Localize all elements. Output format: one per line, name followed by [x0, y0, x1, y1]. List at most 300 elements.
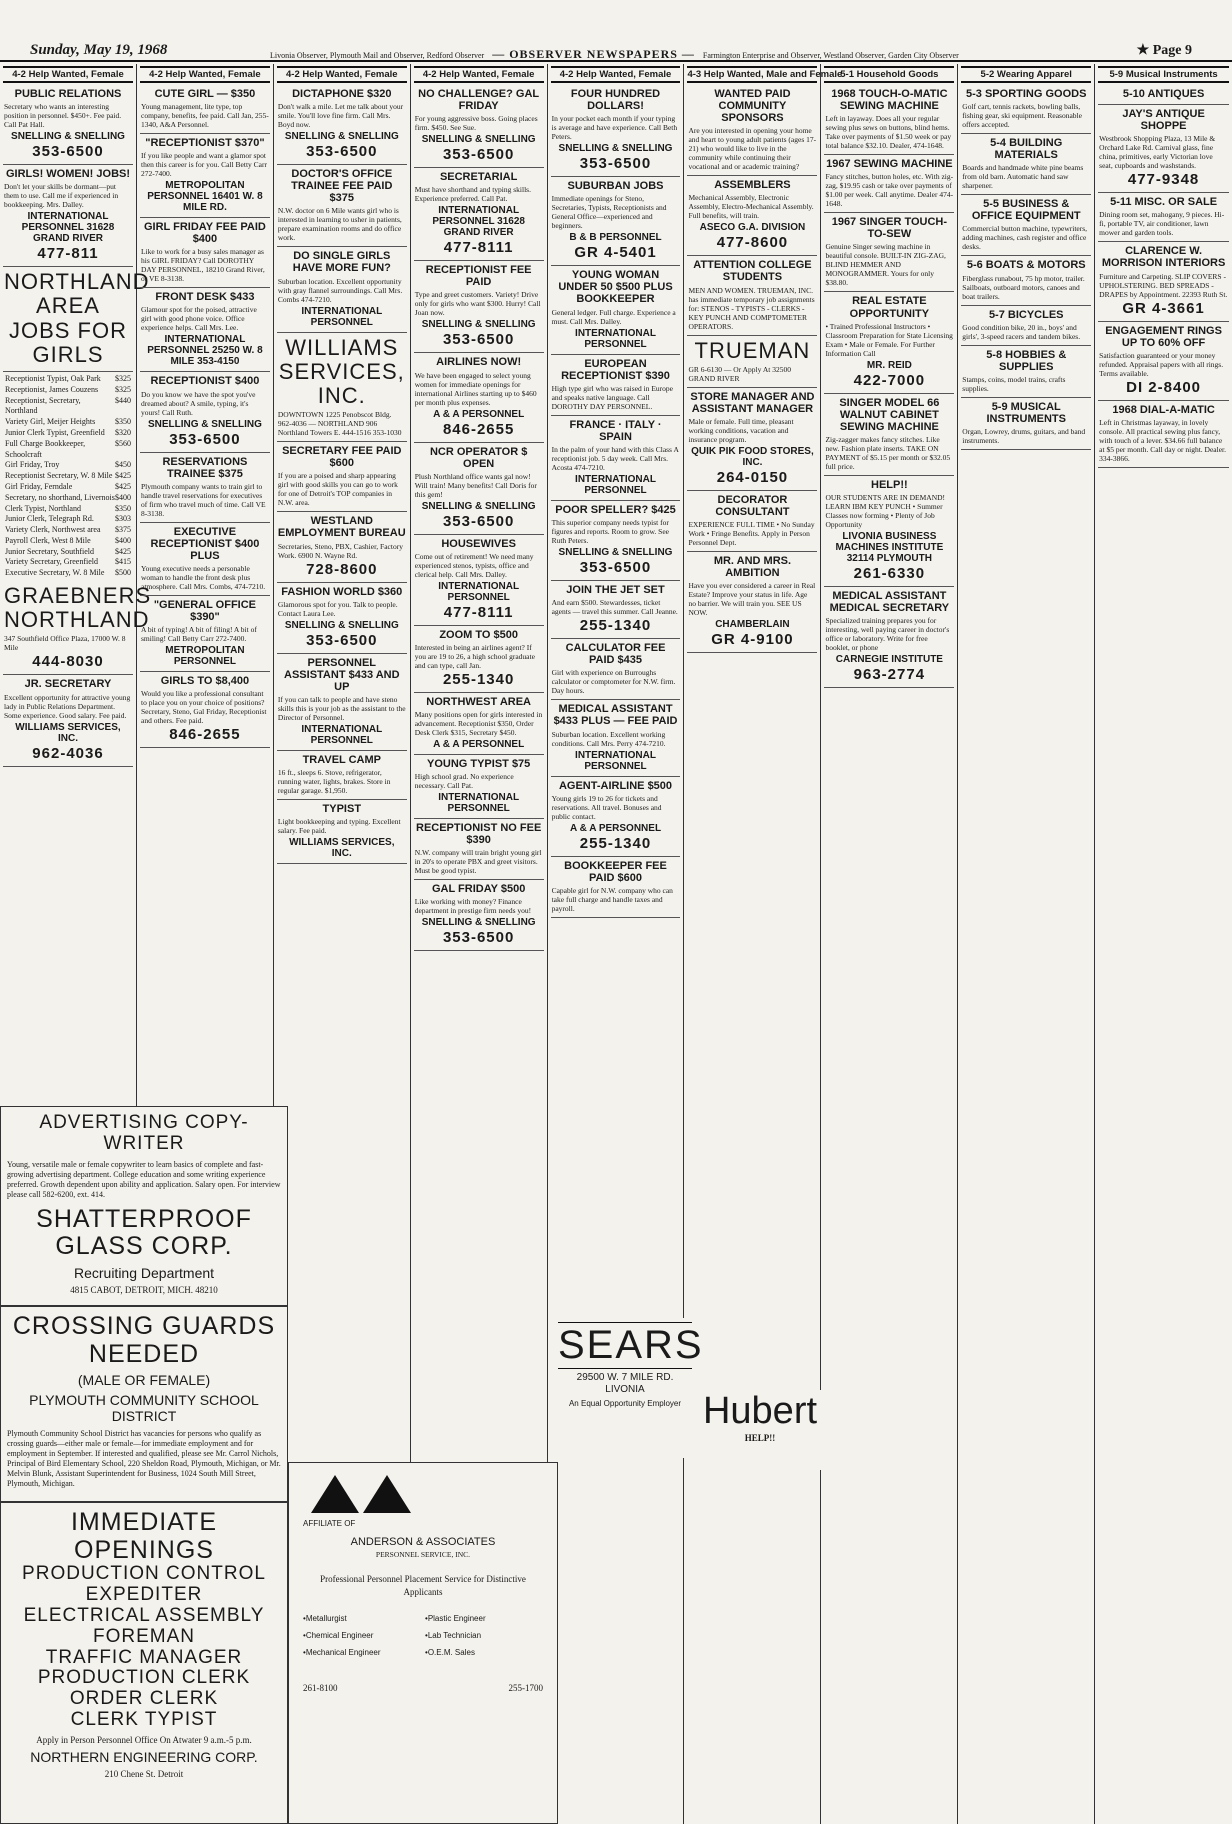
classified-ad [414, 626, 544, 693]
ad-phone: GR 4-5401 [574, 244, 657, 262]
ad-phone: 353-6500 [306, 143, 378, 161]
job-salary: $425 [115, 481, 131, 491]
ad-title: IMMEDIATE OPENINGS [70, 1508, 218, 1564]
ad-body: DOWNTOWN 1225 Penobscot Bldg. 962-4036 — NORTHLAND 906 Northland Towers E. 444-1516 353-1030 [277, 410, 402, 438]
classified-ad [277, 512, 407, 582]
classified-ad [277, 442, 407, 512]
classified-ad [961, 134, 1091, 195]
ad-firm: A & A PERSONNEL [433, 408, 525, 420]
ad-phone: 477-8111 [443, 239, 514, 257]
job-title: Payroll Clerk, West 8 Mile [5, 535, 91, 545]
classified-ad [3, 85, 133, 165]
ad-body: Light bookkeeping and typing. Excellent salary. Fee paid. [277, 817, 401, 836]
classified-ad [414, 880, 544, 951]
ad-firm: SNELLING & SNELLING [558, 547, 673, 559]
job-title: Junior Clerk Typist, Greenfield [5, 427, 105, 437]
ad-title: TYPIST [322, 802, 362, 815]
ad-body: 16 ft., sleeps 6. Stove, refrigerator, running water, lights, brakes. Store in regular garage. $1,950. [277, 767, 391, 795]
job-list-row [5, 482, 131, 493]
classified-ad [140, 85, 270, 134]
ad-title: YOUNG TYPIST $75 [426, 758, 531, 771]
right-papers: Farmington Enterprise and Observer, Westland Observer, Garden City Observer [702, 51, 959, 60]
ad-body: Fiberglass runabout, 75 hp motor, trailer. Sailboats, outboard motors, canoes and boat trailers. [962, 273, 1085, 301]
classified-ad [824, 292, 954, 393]
ad-body: Excellent opportunity for attractive young lady in Public Relations Department. Some experience. Good salary. Fee paid. [4, 692, 131, 720]
classified-ad [687, 256, 817, 335]
ad-firm: METROPOLITAN PERSONNEL [165, 645, 245, 668]
ad-address: 210 Chene St. Detroit [104, 1769, 184, 1780]
classified-ad [551, 857, 681, 918]
sears-logo: SEARS [558, 1323, 704, 1367]
ad-body: Mechanical Assembly, Electronic Assembly, Electro-Mechanical Assembly. Full benefits, will train. [688, 193, 814, 221]
job-salary: $425 [115, 471, 131, 481]
ad-firm: SHATTERPROOF GLASS CORP. [36, 1204, 252, 1261]
opening-line: TRAFFIC MANAGER [45, 1646, 243, 1668]
ad-body: Left in layaway. Does all your regular sewing plus sews on buttons, blind hems. Take over payments of $1.50 week or pay total balance $32.10. Dealer, 474-1648. [825, 114, 952, 151]
firm-description: Professional Personnel Placement Service for Distinctive Applicants [320, 1574, 526, 1597]
ad-title: CUTE GIRL — $350 [154, 88, 256, 100]
hubert-ad [692, 1390, 828, 1470]
column-heading: 4-2 Help Wanted, Female [414, 66, 544, 83]
ad-title: ZOOM TO $500 [439, 628, 518, 641]
masthead [0, 0, 1232, 62]
ad-title: MR. AND MRS. AMBITION [713, 555, 792, 580]
job-title: Receptionist Secretary, W. 8 Mile [5, 471, 113, 481]
ad-body: Don't let your skills be dormant—put them to use. Call me if experienced in bookkeeping. Mrs. Dalley. [4, 182, 119, 210]
job-salary: $560 [115, 438, 131, 448]
ad-body: Many positions open for girls interested in advancement. Receptionist $350, Order Desk Clerk $315, Secretary $450. [414, 710, 543, 738]
classified-ad [961, 195, 1091, 256]
classified-ad [961, 306, 1091, 346]
hubert-sub: HELP!! [744, 1433, 776, 1443]
ad-title: DECORATOR CONSULTANT [715, 493, 790, 519]
ad-title: 5-8 HOBBIES & SUPPLIES [986, 348, 1067, 373]
classified-ad [551, 85, 681, 177]
ad-body: High school grad. No experience necessary. Call Pat. [414, 772, 514, 791]
ad-title: YOUNG WOMAN UNDER 50 $500 PLUS BOOKKEEPER [558, 269, 673, 306]
column-heading: 4-3 Help Wanted, Male and Female [687, 66, 817, 83]
ad-title: 5-10 ANTIQUES [1122, 88, 1205, 100]
job-title: Variety Secretary, Greenfield [5, 557, 98, 567]
classified-ad [1098, 242, 1229, 321]
ad-title: BOOKKEEPER FEE PAID $600 [564, 859, 667, 884]
job-list-row [5, 417, 131, 428]
specialty: • Metallurgist [303, 1614, 421, 1623]
classified-ad [551, 501, 681, 581]
ad-title: NO CHALLENGE? GAL FRIDAY [418, 88, 540, 113]
hubert-logo: Hubert [702, 1390, 818, 1432]
ad-body: Don't walk a mile. Let me talk about your smile. You'll love fine firm. Call Mrs. Boyd now. [277, 102, 404, 130]
ad-firm: SNELLING & SNELLING [558, 143, 673, 155]
ad-phone: 255-1340 [442, 670, 515, 688]
classified-ad [140, 596, 270, 672]
ad-body: EXPERIENCE FULL TIME • No Sunday Work • Fringe Benefits. Apply in Person Personnel Dept. [688, 520, 815, 548]
classified-ad [414, 755, 544, 819]
ad-title: DO SINGLE GIRLS HAVE MORE FUN? [292, 250, 391, 275]
classified-ad [961, 346, 1091, 398]
ad-sub: (MALE OR FEMALE) [77, 1372, 211, 1388]
job-salary: $303 [115, 514, 131, 524]
opening-line: PRODUCTION CONTROL EXPEDITER [22, 1563, 266, 1605]
job-list-row [5, 504, 131, 515]
ad-firm: INTERNATIONAL PERSONNEL [301, 305, 383, 328]
ad-title: CALCULATOR FEE PAID $435 [565, 642, 666, 667]
ad-body: Plush Northland office wants gal now! Will train! Many benefits! Call Doris for this gem! [414, 471, 537, 499]
classified-ad [414, 353, 544, 442]
job-list-row [5, 385, 131, 396]
classified-ad [277, 751, 407, 800]
classified-ad [277, 583, 407, 654]
column-6 [684, 64, 843, 1824]
ad-title: 1968 TOUCH-O-MATIC SEWING MACHINE [831, 88, 948, 113]
ad-title: GAL FRIDAY $500 [431, 883, 526, 896]
ad-title: GRAEBNERS NORTHLAND [4, 583, 152, 633]
job-list-row [5, 439, 131, 461]
ad-firm: INTERNATIONAL PERSONNEL [575, 473, 656, 496]
ad-body: In your pocket each month if your typing is average and have experience. Call Beth Peters. [551, 114, 678, 142]
classified-ad [277, 85, 407, 165]
ad-phone: 261-6330 [853, 565, 926, 583]
sears-tagline: An Equal Opportunity Employer [568, 1399, 682, 1408]
ad-title: NORTHWEST AREA [426, 695, 531, 708]
ad-title: SECRETARIAL [439, 171, 518, 184]
paper-titles [270, 47, 959, 62]
classified-ad [687, 85, 817, 176]
ad-firm: NORTHERN ENGINEERING CORP. [30, 1749, 258, 1766]
ad-body: MEN AND WOMEN. TRUEMAN, INC. has immediate temporary job assignments for: STENOS - TYPISTS - CLERKS - KEY PUNCH AND COMPTOMETER OPERATORS. [688, 285, 815, 331]
ad-body: Organ, Lowrey, drums, guitars, and band instruments. [962, 427, 1086, 446]
column-heading: 4-2 Help Wanted, Female [551, 66, 681, 83]
ad-body: High type girl who was raised in Europe and speaks native language. Call DOROTHY DAY PERSONNEL. [551, 383, 674, 411]
ad-firm: SNELLING & SNELLING [11, 131, 125, 143]
classified-ad [140, 134, 270, 218]
job-salary: $500 [115, 568, 131, 578]
classified-ad [140, 672, 270, 748]
ad-title: PERSONNEL ASSISTANT $433 AND UP [284, 656, 400, 693]
ad-firm: INTERNATIONAL PERSONNEL [301, 723, 383, 746]
job-salary: $415 [115, 557, 131, 567]
job-list-row [5, 557, 131, 568]
specialty: • Lab Technician [425, 1631, 543, 1640]
ad-title: JR. SECRETARY [24, 678, 112, 691]
ad-title: EUROPEAN RECEPTIONIST $390 [561, 357, 670, 382]
ad-body: Stamps, coins, model trains, crafts supplies. [962, 374, 1066, 393]
left-papers: Livonia Observer, Plymouth Mail and Observer, Redford Observer [270, 51, 485, 60]
classified-ad [3, 267, 150, 372]
classified-ad [687, 176, 817, 256]
ad-firm: LIVONIA BUSINESS MACHINES INSTITUTE 32114 PLYMOUTH [835, 531, 944, 565]
ad-firm: WILLIAMS SERVICES, INC. [289, 837, 395, 860]
ad-body: N.W. company will train bright young girl in 20's to operate PBX and greet visitors. Must be good typist. [414, 848, 542, 876]
ad-address: 4815 CABOT, DETROIT, MICH. 48210 [70, 1284, 218, 1295]
ad-title: 1967 SINGER TOUCH-TO-SEW [831, 216, 948, 241]
classified-ad [961, 398, 1091, 450]
ad-body: Left in Christmas layaway, in lovely console. All practical sewing plus fancy, with touch of a lever. $34.66 full balance at $5 per month. Call day or night. Dealer. 334-3866. [1099, 417, 1227, 463]
ad-title: HOUSEWIVES [441, 537, 516, 550]
classified-ad [1098, 322, 1229, 401]
column-heading: 5-9 Musical Instruments [1098, 66, 1229, 83]
ad-title: DOCTOR'S OFFICE TRAINEE FEE PAID $375 [291, 168, 393, 205]
ad-body: Westbrook Shopping Plaza, 13 Mile & Orchard Lake Rd. Carnival glass, fine china, primitives, early Victorian love seat, cupboards and washstands. [1099, 134, 1216, 171]
ad-body: Male or female. Full time, pleasant working conditions, vacation and insurance program. [688, 416, 794, 444]
classified-ad [551, 355, 681, 416]
ad-phone: 353-6500 [169, 430, 241, 448]
job-salary: $440 [115, 395, 131, 405]
ad-body: Young, versatile male or female copywriter to learn basics of complete and fast-growing advertising department. College education and some writing experience preferred. Growth dependent upon ability and application. Salary open. For interview please call 582-6200, ext. 414. [7, 1159, 281, 1199]
classified-ad [277, 165, 407, 247]
ad-phone: 353-6500 [442, 331, 515, 349]
ad-phone: DI 2-8400 [1126, 378, 1202, 396]
ad-firm: A & A PERSONNEL [433, 739, 525, 751]
job-title: Receptionist Typist, Oak Park [5, 373, 101, 383]
ad-title: 5-7 BICYCLES [988, 308, 1064, 321]
ad-firm: ASECO G.A. DIVISION [699, 222, 806, 234]
ad-title: RECEPTIONIST NO FEE $390 [416, 822, 542, 847]
classified-ad [414, 819, 544, 880]
ad-title: ATTENTION COLLEGE STUDENTS [693, 259, 812, 284]
ad-firm: SNELLING & SNELLING [421, 500, 536, 512]
ad-firm: SNELLING & SNELLING [147, 418, 262, 430]
ad-title: ADVERTISING COPY-WRITER [39, 1112, 249, 1154]
ad-phone: 353-6500 [306, 631, 378, 649]
ad-title: EXECUTIVE RECEPTIONIST $400 PLUS [150, 525, 260, 562]
ad-title: 5-5 BUSINESS & OFFICE EQUIPMENT [971, 198, 1081, 223]
ad-body: Suburban location. Excellent opportunity with gray flannel surroundings. Call Mrs. Combs 474-7210. [277, 276, 403, 304]
ad-title: RECEPTIONIST FEE PAID [425, 264, 532, 289]
ad-body: In the palm of your hand with this Class A receptionist job. 5 day week. Call Mrs. Acosta 474-7210. [551, 444, 679, 472]
job-salary: $400 [115, 492, 131, 502]
ad-title: "GENERAL OFFICE $390" [153, 599, 257, 624]
ad-firm: INTERNATIONAL PERSONNEL [438, 580, 520, 603]
ad-body: Furniture and Carpeting. SLIP COVERS - UPHOLSTERING. BED SPREADS - DRAPES by Appointment. 22393 Ruth St. [1099, 271, 1228, 299]
ad-phone: 846-2655 [442, 420, 515, 438]
ad-body: We have been engaged to select young women for immediate openings for international Airlines starting up to $460 per month plus expenses. [414, 370, 537, 407]
ad-body: If you like people and want a glamor spot then this career is for you. Call Betty Carr 272-7400. [141, 151, 268, 179]
ad-title: 5-9 MUSICAL INSTRUMENTS [986, 400, 1066, 425]
classified-ad [551, 639, 681, 700]
ad-title: SUBURBAN JOBS [567, 180, 664, 193]
classified-ad [3, 675, 133, 766]
ad-firm: SNELLING & SNELLING [421, 134, 536, 146]
column-heading: 4-2 Help Wanted, Female [140, 66, 270, 83]
job-list-row [5, 568, 131, 579]
ad-body: If you can talk to people and have steno skills this is your job as the assistant to the Director of Personnel. [277, 694, 406, 722]
ad-title: JOIN THE JET SET [566, 584, 665, 597]
ad-title: RECEPTIONIST $400 [150, 375, 260, 388]
ad-title: HELP!! [871, 478, 908, 491]
ad-firm: SNELLING & SNELLING [284, 619, 399, 631]
ad-body: Would you like a professional consultant to place you on your choice of positions? Secretary, Steno, Gal Friday, Receptionist and others. Fee paid. [141, 689, 267, 726]
crossing-guards-ad [0, 1306, 288, 1502]
job-salary: $375 [115, 525, 131, 535]
ad-phone: GR 4-3661 [1122, 299, 1205, 317]
page-number: ★ Page 9 [1136, 43, 1192, 58]
column-heading: 4-2 Help Wanted, Female [277, 66, 407, 83]
ad-body: Good condition bike, 20 in., boys' and girls', 3-speed racers and tandem bikes. [962, 322, 1081, 341]
ad-phone: 963-2774 [853, 666, 926, 684]
ad-body: Young management, lite type, top company, benefits, fee paid. Call Jan, 255-1340, A&A Personnel. [141, 102, 269, 130]
ad-body: GR 6-6130 — Or Apply At 32500 GRAND RIVER [688, 364, 791, 383]
classified-ad [414, 693, 544, 755]
ad-firm: INTERNATIONAL PERSONNEL 25250 W. 8 MILE 353-4150 [147, 334, 263, 368]
specialty: • Mechanical Engineer [303, 1648, 421, 1657]
immediate-openings-ad [0, 1502, 288, 1824]
ad-firm: MR. REID [866, 359, 912, 371]
ad-phone: 422-7000 [853, 371, 926, 389]
column-heading: 5-2 Wearing Apparel [961, 66, 1091, 83]
job-title: Variety Clerk, Northwest area [5, 525, 101, 535]
ad-title: PUBLIC RELATIONS [14, 88, 122, 100]
specialties-list [303, 1614, 543, 1657]
ad-title: 5-4 BUILDING MATERIALS [990, 137, 1063, 162]
column-9 [1095, 64, 1232, 1824]
firm-phones [303, 1683, 543, 1693]
classified-ad [687, 336, 817, 388]
ad-body: N.W. doctor on 6 Mile wants girl who is interested in learning to usher in patients, prepare examination rooms and do office work. [277, 206, 402, 243]
ad-body: Must have shorthand and typing skills. Experience preferred. Call Pat. [414, 185, 531, 204]
job-salary: $350 [115, 417, 131, 427]
ad-phone: 255-1340 [579, 617, 652, 635]
job-list-row [5, 547, 131, 558]
ad-body: Young girls 19 to 26 for tickets and reservations. All travel. Bonuses and public contact. [551, 793, 662, 821]
classified-ad [687, 552, 817, 653]
ad-phone: 444-8030 [32, 653, 104, 671]
ad-title: WESTLAND EMPLOYMENT BUREAU [277, 515, 406, 540]
job-list-row [5, 374, 131, 385]
advertising-copywriter-ad [0, 1106, 288, 1306]
classified-ad [551, 416, 681, 501]
ad-firm: INTERNATIONAL PERSONNEL [575, 327, 656, 350]
classified-ad [551, 177, 681, 266]
classified-ad [140, 372, 270, 452]
job-title: Receptionist, Secretary, Northland [5, 395, 81, 416]
ad-firm: CHAMBERLAIN [715, 619, 790, 631]
ad-body: Immediate openings for Steno, Secretaries, Typists, Receptionists and General Office—experienced and beginners. [551, 194, 667, 231]
job-salary: $425 [115, 546, 131, 556]
ad-title: MEDICAL ASSISTANT MEDICAL SECRETARY [829, 590, 950, 615]
ad-title: 1967 SEWING MACHINE [826, 158, 953, 171]
ad-body: Young executive needs a personable woman to handle the front desk plus atmosphere. Call Mrs. Combs, 474-7210. [141, 564, 266, 592]
classified-ad [824, 587, 954, 688]
column-8 [958, 64, 1095, 1824]
ad-title: 1968 DIAL-A-MATIC [1112, 403, 1215, 416]
ad-body: Have you ever considered a career in Real Estate? Improve your status in life. Age no barrier. We will train you. SEE US NOW. [688, 581, 816, 618]
ad-body: Type and greet customers. Variety! Drive only for girls who want $300. Hurry! Call Joan now. [414, 290, 541, 318]
openings-list [7, 1564, 281, 1731]
opening-line: ELECTRICAL ASSEMBLY FOREMAN [23, 1604, 265, 1647]
column-heading: 4-2 Help Wanted, Female [3, 66, 133, 83]
ad-phone: 255-1340 [579, 834, 652, 852]
classified-ad [277, 333, 407, 443]
job-salary: $325 [115, 373, 131, 383]
job-title: Girl Friday, Ferndale [5, 481, 73, 491]
ad-title: STORE MANAGER AND ASSISTANT MANAGER [690, 390, 815, 415]
ad-body: Secretaries, Steno, PBX, Cashier, Factory Work. 6900 N. Wayne Rd. [277, 541, 403, 560]
ad-body: Like working with money? Finance department in prestige firm needs you! [414, 897, 532, 916]
issue-date: Sunday, May 19, 1968 [30, 42, 168, 58]
ad-title: WANTED PAID COMMUNITY SPONSORS [714, 88, 791, 125]
job-title: Clerk Typist, Northland [5, 503, 81, 513]
ad-body: Come out of retirement! We need many experienced stenos, typists, office and clerical help. Call Mrs. Dalley. [414, 551, 534, 579]
ad-title: DICTAPHONE $320 [292, 88, 392, 100]
ad-phone: 353-6500 [32, 143, 104, 161]
classified-ad [824, 476, 954, 587]
ad-title: JAY'S ANTIQUE SHOPPE [1122, 108, 1205, 133]
brand: — OBSERVER NEWSPAPERS — [492, 47, 695, 61]
sears-address: 29500 W. 7 MILE RD. LIVONIA [576, 1372, 674, 1395]
ad-body: Secretary who wants an interesting position in personnel. $450+. Fee paid. Call Pat Hall. [4, 102, 122, 130]
job-title: Executive Secretary, W. 8 Mile [5, 568, 105, 578]
ad-firm: SNELLING & SNELLING [421, 917, 536, 929]
ad-firm: QUIK PIK FOOD STORES, INC. [691, 445, 814, 468]
job-title: Variety Girl, Meijer Heights [5, 417, 96, 427]
ad-title: FRONT DESK $433 [155, 291, 255, 304]
ad-phone: 477-8111 [443, 603, 514, 621]
ad-firm: A & A PERSONNEL [569, 822, 662, 834]
ad-body: General ledger. Full charge. Experience a must. Call Mrs. Dalley. [551, 307, 676, 326]
ad-body: Do you know we have the spot you've dreamed about? A smile, typing, it's yours! Call Ruth. [141, 389, 256, 417]
ad-body: Specialized training prepares you for interesting, well paying career in doctor's office or laboratory. Write for free booklet, or phone [825, 616, 950, 653]
ad-body: For young aggressive boss. Going places firm. $450. See Sue. [414, 114, 538, 133]
classified-ad [551, 700, 681, 776]
ad-body: OUR STUDENTS ARE IN DEMAND! LEARN IBM KEY PUNCH • Summer Classes now forming • Plenty of Job Opportunity [825, 493, 946, 530]
classified-ad [140, 523, 270, 596]
classified-ad [551, 777, 681, 857]
classified-ad [824, 85, 954, 155]
ad-title: AGENT-AIRLINE $500 [558, 779, 673, 792]
opening-line: PRODUCTION CLERK [37, 1667, 251, 1689]
ad-body: Fancy stitches, button holes, etc. With zig-zag, $19.95 cash or take over payments of $1.00 per week. Call anytime. Dealer 474-1648. [825, 172, 954, 209]
job-list-row [5, 525, 131, 536]
ad-title: ENGAGEMENT RINGS UP TO 60% OFF [1105, 324, 1222, 349]
ad-phone: 477-8600 [716, 234, 789, 252]
ad-phone: 353-6500 [579, 559, 652, 577]
classified-ad [277, 800, 407, 864]
specialty: • Plastic Engineer [425, 1614, 543, 1623]
ad-body: Capable girl for N.W. company who can take full charge and handle taxes and payroll. [551, 885, 673, 913]
job-title: Junior Secretary, Southfield [5, 546, 95, 556]
anderson-associates-ad [288, 1462, 558, 1824]
ad-phone: 353-6500 [579, 155, 652, 173]
ad-body: • Trained Professional Instructors • Classroom Preparation for State Licensing Exam • Male or Female. For Further Information Call [825, 321, 953, 358]
ad-title: SINGER MODEL 66 WALNUT CABINET SEWING MACHINE [839, 396, 940, 433]
job-salary: $320 [115, 427, 131, 437]
ad-firm: INTERNATIONAL PERSONNEL [575, 749, 656, 772]
classified-ad [140, 218, 270, 288]
classified-ad [1098, 105, 1229, 193]
ad-apply: Apply in Person Personnel Office On Atwater 9 a.m.-5 p.m. [36, 1735, 252, 1746]
ad-dept: Recruiting Department [73, 1264, 215, 1281]
opening-line: ORDER CLERK [69, 1688, 219, 1710]
opening-line: CLERK TYPIST [70, 1709, 218, 1731]
ad-body: Glamorous spot for you. Talk to people. Contact Laura Lee. [277, 599, 398, 618]
classified-ad [414, 535, 544, 626]
job-list-row [5, 396, 131, 418]
ad-title: NCR OPERATOR $ OPEN [429, 445, 528, 470]
ad-body: This superior company needs typist for figures and reports. Room to grow. See Ruth Peters. [551, 518, 669, 546]
ad-phone: 846-2655 [169, 726, 241, 744]
ad-title: FOUR HUNDRED DOLLARS! [570, 88, 661, 113]
job-list [3, 372, 133, 581]
ad-body: If you are a poised and sharp appearing girl with good skills you can go to work for one of Detroit's TOP companies in N.W. area. [277, 471, 398, 508]
ad-phone: 477-9348 [1127, 171, 1200, 189]
ad-title: NORTHLAND AREA JOBS FOR GIRLS [4, 269, 150, 367]
ad-firm: INTERNATIONAL PERSONNEL 31628 GRAND RIVER [21, 211, 115, 245]
ad-title: 5-6 BOATS & MOTORS [966, 259, 1086, 272]
classified-ad [140, 453, 270, 523]
column-heading: 5-1 Household Goods [824, 66, 954, 83]
classified-ad [1098, 193, 1229, 242]
